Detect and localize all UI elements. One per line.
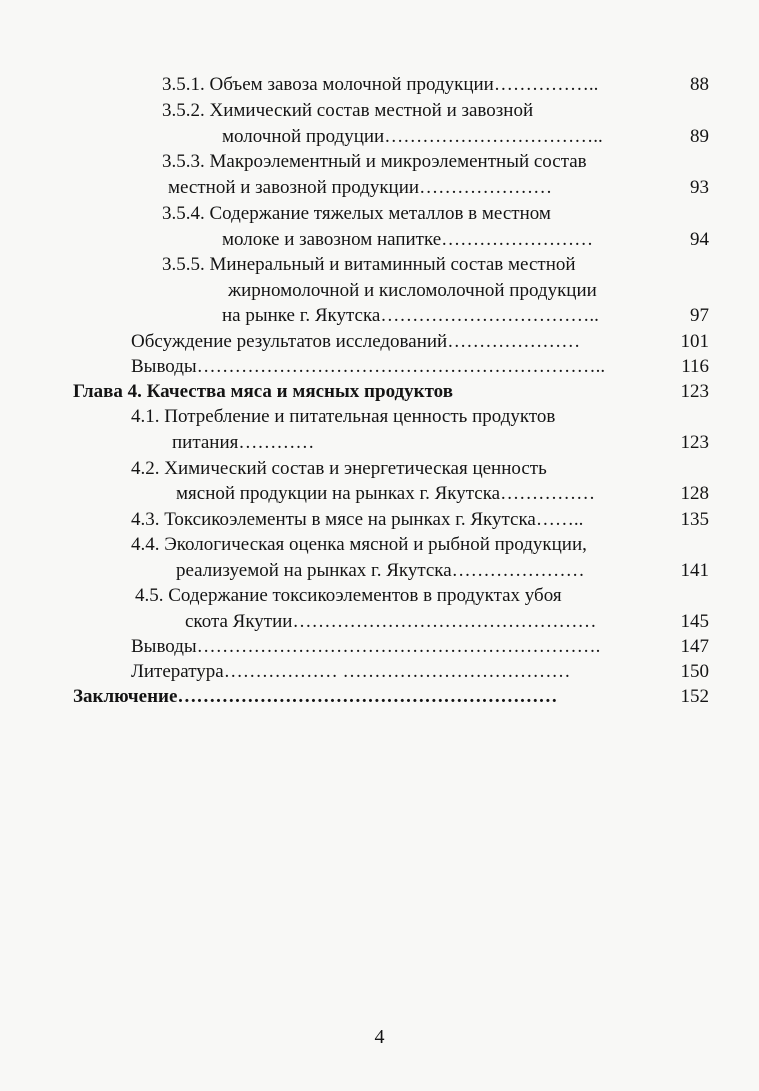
toc-entry-3-5-1-line-1: 3.5.1. Объем завоза молочной продукции…………….. (162, 74, 599, 95)
page-number: 4 (374, 1026, 385, 1048)
toc-entry-3-5-5-page: 97 (690, 305, 709, 326)
toc-entry-references: Литература……………… ……………………………… (131, 661, 571, 682)
toc-entry-4-4-line-1: 4.4. Экологическая оценка мясной и рыбной продукции, (131, 534, 587, 555)
toc-entry-discussion-page: 101 (680, 331, 709, 352)
toc-entry-4-1-line-1: 4.1. Потребление и питательная ценность продуктов (131, 406, 556, 427)
toc-entry-4-2-page: 128 (680, 483, 709, 504)
toc-entry-conclusions-ch4: Выводы………………………………………………………. (131, 636, 601, 657)
toc-entry-3-5-3-page: 93 (690, 177, 709, 198)
toc-entry-3-5-4-page: 94 (690, 229, 709, 250)
toc-entry-4-4-page: 141 (680, 560, 709, 581)
toc-entry-3-5-3-line-1: 3.5.3. Макроэлементный и микроэлементный состав (162, 151, 587, 172)
toc-entry-4-1-page: 123 (680, 432, 709, 453)
toc-entry-4-4-line-2: реализуемой на рынках г. Якутска………………… (176, 560, 585, 581)
toc-entry-4-1-line-2: питания………… (172, 432, 315, 453)
toc-entry-4-3: 4.3. Токсикоэлементы в мясе на рынках г. Якутска…….. (131, 509, 584, 530)
toc-entry-4-5-page: 145 (680, 611, 709, 632)
toc-entry-4-2-line-1: 4.2. Химический состав и энергетическая ценность (131, 458, 547, 479)
toc-entry-3-5-3-line-2: местной и завозной продукции………………… (168, 177, 553, 198)
toc-entry-conclusions-ch4-page: 147 (680, 636, 709, 657)
toc-chapter-4-page: 123 (680, 381, 709, 402)
toc-entry-3-5-5-line-3: на рынке г. Якутска…………………………….. (222, 305, 599, 326)
toc-entry-3-5-4-line-2: молоке и завозном напитке…………………… (222, 229, 594, 250)
toc-entry-3-5-2-line-1: 3.5.2. Химический состав местной и завозной (162, 100, 534, 121)
toc-entry-4-5-line-1: 4.5. Содержание токсикоэлементов в продуктах убоя (135, 585, 562, 606)
toc-entry-4-2-line-2: мясной продукции на рынках г. Якутска…………… (176, 483, 596, 504)
toc-chapter-4-heading: Глава 4. Качества мяса и мясных продуктов (73, 381, 453, 402)
toc-entry-3-5-2-page: 89 (690, 126, 709, 147)
toc-entry-discussion: Обсуждение результатов исследований………………… (131, 331, 581, 352)
toc-entry-final-conclusion: Заключение…………………………………………………… (73, 686, 558, 707)
toc-entry-3-5-5-line-2: жирномолочной и кисломолочной продукции (228, 280, 597, 301)
toc-entry-references-page: 150 (680, 661, 709, 682)
toc-entry-conclusions-ch3: Выводы……………………………………………………….. (131, 356, 606, 377)
toc-entry-3-5-4-line-1: 3.5.4. Содержание тяжелых металлов в местном (162, 203, 551, 224)
toc-entry-4-3-page: 135 (680, 509, 709, 530)
toc-entry-conclusions-ch3-page: 116 (681, 356, 709, 377)
toc-entry-3-5-2-line-2: молочной продуции…………………………….. (222, 126, 603, 147)
toc-entry-3-5-5-line-1: 3.5.5. Минеральный и витаминный состав местной (162, 254, 576, 275)
toc-entry-4-5-line-2: скота Якутии………………………………………… (185, 611, 597, 632)
toc-entry-3-5-1-page: 88 (690, 74, 709, 95)
toc-entry-final-conclusion-page: 152 (680, 686, 709, 707)
